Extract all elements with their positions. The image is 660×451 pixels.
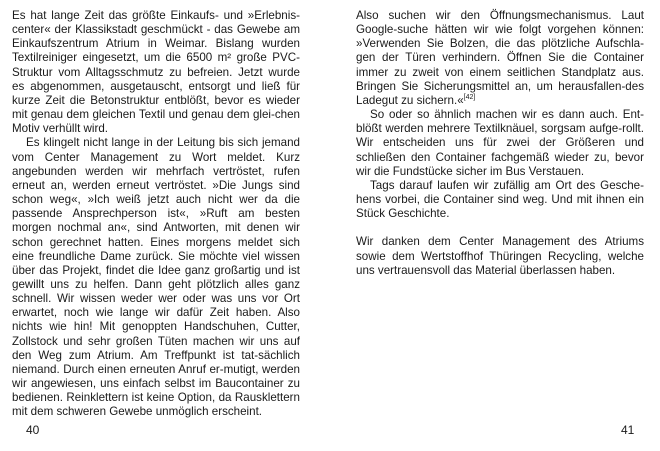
footnote-reference: [42] bbox=[463, 94, 476, 102]
left-paragraph-intro: Es hat lange Zeit das größte Einkaufs- und »Erlebnis-center« der Klassikstadt geschmückt - das Gewebe am Einkaufszentrum Atrium in Weimar. Bislang wurden Textilreiniger eingesetzt, um die 6500 m² große PVC-Struktur vom Alltagsschmutz zu befreien. Jetzt wurde es abgenommen, ausgetauscht, entsorgt und ließ für kurze Zeit die Betonstruktur entblößt, bevor es wieder mit genau dem gleichen Textil und genau dem glei-chen Motiv verhüllt wird. bbox=[12, 9, 300, 136]
right-paragraph-mechanism-text: Also suchen wir den Öffnungsmechanismus. Laut Google-suche hätten wir wie folgt vorgehen können: »Verwenden Sie Bolzen, die das plötzliche Aufschla-gen der Türen verhindern. Öffnen Sie die Container immer zu zweit von einem seitlichen Standplatz aus. Bringen Sie Sicherungsmittel an, um herausfallen-des Ladegut zu sichern.« bbox=[356, 9, 644, 107]
left-paragraph-phone-call: Es klingelt nicht lange in der Leitung bis sich jemand vom Center Management zu Wort meldet. Kurz angebunden werden wir mehrfach vertröstet, rufen erneut an, werden erneut vertröstet. »Die Jungs sind schon weg«, »Ich weiß jetzt auch nicht wer da die passende Ansprechperson ist«, »Ruft am besten morgen nochmal an«, sind Antworten, mit denen wir schon gerechnet hatten. Eines morgens meldet sich eine freundliche Dame zurück. Sie möchte viel wissen über das Projekt, findet die Idee ganz großartig und ist gewillt uns zu helfen. Dann geht plötzlich alles ganz schnell. Wir wissen weder wer oder was uns vor Ort erwartet, noch wie lange wir dafür Zeit haben. Also nichts wie hin! Mit genoppten Handschuhen, Cutter, Zollstock und sehr großen Tüten machen wir uns auf den Weg zum Atrium. Am Treffpunkt ist tat-sächlich niemand. Durch einen erneuten Anruf er-mutigt, werden wir angewiesen, uns einfach selbst im Baucontainer zu bedienen. Reinklettern ist keine Option, da Rausklettern mit dem schweren Gewebe unmöglich erscheint. bbox=[12, 136, 300, 419]
page-number-left: 40 bbox=[26, 423, 40, 437]
page-number-right: 41 bbox=[621, 423, 635, 437]
right-page bbox=[356, 9, 644, 278]
right-paragraph-textile-rolls: So oder so ähnlich machen wir es dann auch. Ent-blößt werden mehrere Textilknäuel, sorgsam aufge-rollt. Wir entscheiden uns für zwei der Größeren und schließen den Container fachgemäß wieder zu, bevor wir die Fundstücke sicher im Bus Verstauen. bbox=[356, 108, 644, 178]
right-paragraph-mechanism bbox=[356, 9, 644, 108]
right-paragraph-container-gone: Tags darauf laufen wir zufällig am Ort des Gesche-hens vorbei, die Container sind weg. Und mit ihnen ein Stück Geschichte. bbox=[356, 178, 644, 221]
left-page bbox=[12, 9, 300, 420]
right-paragraph-acknowledgement: Wir danken dem Center Management des Atriums sowie dem Wertstoffhof Thüringen Recycling, welche uns vertrauensvoll das Material überlassen haben. bbox=[356, 235, 644, 277]
